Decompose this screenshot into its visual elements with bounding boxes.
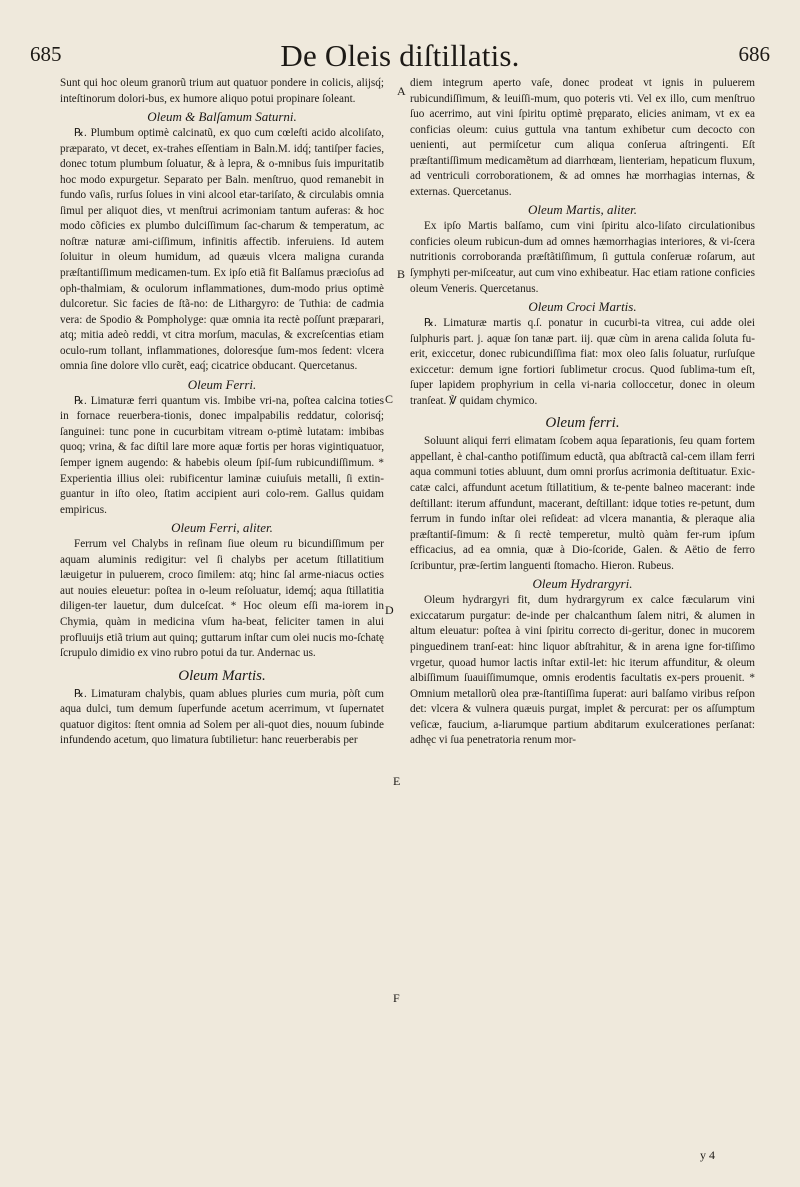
- right-column: [410, 76, 755, 749]
- margin-letter-b: B: [397, 267, 406, 281]
- section-heading: Oleum ferri.: [545, 415, 620, 432]
- section-heading: Oleum Ferri, aliter.: [171, 520, 273, 536]
- page-number-right: 686: [738, 42, 770, 66]
- section-heading: Oleum & Balſamum Saturni.: [147, 109, 297, 125]
- paragraph: ℞. Limaturam chalybis, quam ablues pluries cum muria, pòſt cum aqua dulci, tum demum ſuperfunde acetum acerrimum, vt ſupernatet quatuor digitos: ſtent omnia ad Solem per ali-quot dies, nouum ſubinde infundendo acetum, quo limatura ſubtilietur: hanc reuerberabis per: [60, 687, 384, 747]
- section-heading: Oleum Ferri.: [187, 376, 257, 392]
- paragraph: Soluunt aliqui ferri elimatam ſcobem aqua ſeparationis, ſeu quam fortem appellant, è chal-cantho potiſſimum eductã, qua abſtractã cal-cem illam ferri aqua communi toties abluunt, dum omni prorſus acrimonia deſtituatur. Exic-catæ calci, affundunt acetum ſtillatitium, & te-pente balneo macerant: inde deſtillant: iterum affundunt, macerant, deſtillant: idque toties re-petunt, dum ferrum in fundo inſtar olei reſideat: ad vlcera manantia, & pleraque alia præſtantiſ-ſimum: & ſi rectè temperetur, multò quàm fer-rum ipſum efficacius, ad ea omnia, quæ à Dio-ſcoride, Galen. & Aëtio de ferro ſcribuntur, præ-ſertim languenti ſtomacho. Hieron. Rubeus.: [410, 435, 755, 572]
- paragraph: diem integrum aperto vaſe, donec prodeat vt ignis in puluerem rubicundiſſimum, & leuiſſi-mum, quo poteris vti. Vel ex illo, cum menſtruo ſuo acerrimo, aut vini ſpiritu optimè pręparato, elicies animam, vt ex ea conficias oleum: cuius guttula vna tantum exhibetur cum decocto con uenienti, aut permiſcetur cum aliqua conſerua aſtringenti. Eſt præſtantiſſimum medicamẽtum ad diarrhœam, lienteriam, hepaticum fluxum, ad ventriculi corroborationem, & ad omnes hæ morrhagias internas, & externas. Quercetanus.: [410, 77, 755, 198]
- paragraph: ℞. Limaturæ martis q.ſ. ponatur in cucurbi-ta vitrea, cui adde olei ſulphuris part. j. aquæ ſon tanæ part. iij. quæ cùm in arena calida ſoluta fu-erit, exiccetur, donec rubicundiſſima fiat: mox oleo ſalis ſoluatur, rurſuſque exiccetur: demum igne fortiori ſublimetur crocus. Quod ſublima-tum eſt, ſuper lapidem prophyrium in cella vi-naria colloccetur, donec in oleum tranſeat. ℣ quidam chymico.: [410, 317, 755, 407]
- margin-letter-f: F: [393, 991, 400, 1005]
- margin-letter-e: E: [393, 774, 401, 788]
- section-heading: Oleum Martis, aliter.: [527, 202, 638, 218]
- paragraph: ℞. Plumbum optimè calcinatũ, ex quo cum cœleſti acido alcoliſato, præparato, vt decet, ex-trahes eſſentiam in Baln.M. idq́; tantiſper facies, donec totum plumbum ſoluatur, & à lepra, & o-mnibus ſuis impuritatib hoc modo expurgetur. Separato per Baln. menſtruo, quod remanebit in fundo vaſis, rurſus ſolues in vini alcool etar-tariſato, & circulabis omnia ſimul per aliquot dies, vt menſtrui acrimoniam tantum auferas: & hoc modo cõficies ex plumbo dulciſſimum ſac-charum & temperatum, ac noſtræ naturæ ami-ciſſimum, infinitis affectib. inferuiens. Id autem ſoluitur in oleum humidum, ad quæuis vlcera maligna curanda præſtantiſſimum medicamen-tum. Ex ipſo etiã fit Balſamus præcioſus ad oph-thalmiam, & oculorum inflammationes, dum-modo prius optimè dulcoretur. Sic facies de ſtã-no: de Lithargyro: de Tuthia: de cadmia vera: de Spodio & Pompholyge: quæ omnia ita rectè poſſunt præparari, atq; mitia adeò reddi, vt citra morſum, maculas, & excreſcentias etiam oculo-rum tollant, inflammationes, doloresq́ue ſum-mos ſedent: vlcera omnia ſine dolore vllo curẽt, eaq́; cicatrice obducant. Quercetanus.: [60, 127, 384, 373]
- running-header: [0, 38, 800, 78]
- margin-letter-a: A: [397, 84, 406, 98]
- paragraph: Oleum hydrargyri fit, dum hydrargyrum ex calce fæcularum vini exiccatarum purgatur: de-inde per chalcanthum ſalem nitri, & alumen in altum eleuatur: poſtea à vini ſpiritu correcto di-geritur, donec in mucorem pinguedinem tranſ-eat: hinc liquor abſtrahitur, & in arena igne for-tiſſimo vrgetur, quoad humor lactis inſtar extil-let: hic iterum affunditur, & oleum albiſſimum ſuauiſſimumque, omnis erodentis facultatis ex-pers prouenit. * Omnium metallorũ olea præ-ſtantiſſima ſuperat: auri balſamo viribus reſpon det: vlcera & vulnera quæuis purgat, implet & percurat: per os aſſumptum veſicæ, faucium, a-liarumque partium abditarum exulcerationes perſanat: adhęc vi ſua penetratoria renum mor-: [410, 594, 755, 747]
- section-heading: Oleum Hydrargyri.: [532, 576, 633, 592]
- section-heading: Oleum Martis.: [178, 667, 266, 684]
- signature-mark: y 4: [700, 1148, 715, 1162]
- section-heading: Oleum Croci Martis.: [528, 299, 637, 315]
- paragraph: Ex ipſo Martis balſamo, cum vini ſpiritu alco-liſato circulationibus conficies oleum rubicun-dum ad omnes hæmorrhagias interiores, & vi-ſcera nutritionis corroboranda præſtãtiſſimum, ſi guttula conſeruæ roſarum, aut ſymphyti per-miſceatur, aut cum vino exhibeatur. Hac etiam ratione conficies oleum Veneris. Quercetanus.: [410, 220, 755, 295]
- paragraph: Ferrum vel Chalybs in reſinam ſiue oleum ru bicundiſſimum per aquam aluminis redigitur: vel ſi chalybs per acetum ſtillatitium læuigetur in puluerem, croco ſimilem: atq; hinc ſal arme-niacus octies aut nouies eleuetur: poſtea in o-leum reſoluatur, idemq́; aqua ſtillatitia diligen-ter lauetur, dum dulceſcat. * Hoc oleum eſſi ma-iorem in Chymia, quàm in medicina vſum ha-beat, feliciter tamen in alui profluuijs etiã trium aut quinq; guttarum inſtar cum olei nucis mo-ſchatę ſcrupulo dimidio ex vino rubro potui da tur. Andernac us.: [60, 538, 384, 660]
- left-column: [60, 76, 384, 749]
- paragraph: Sunt qui hoc oleum granorũ trium aut quatuor pondere in colicis, alijsq́; inteſtinorum dolori-bus, ex humore aliquo potui propinare ſoleant.: [60, 77, 384, 105]
- margin-letter-d: D: [385, 603, 394, 617]
- running-title: De Oleis diſtillatis.: [280, 38, 520, 73]
- margin-letter-c: C: [385, 392, 394, 406]
- paragraph: ℞. Limaturæ ferri quantum vis. Imbibe vri-na, poſtea calcina toties in fornace reuerbera-tionis, donec impalpabilis reddatur, colorisq́; ſanguinei: tunc pone in cucurbitam vitream o-ptimè lutatam: imbibas quoq; vrina, & fac diſtil lare more aquæ fortis per horas vigintiquatuor, ſemper ignem augendo: & habebis oleum ſpiſ-ſum rubicundiſſimum. * Experientia illius olei: rubificentur laminæ cuiuſuis metalli, ſi extin-guantur in iſto oleo, ſtatim accipient auri colo-rem. Gallus quidam empiricus.: [60, 394, 384, 516]
- page-number-left: 685: [30, 42, 62, 66]
